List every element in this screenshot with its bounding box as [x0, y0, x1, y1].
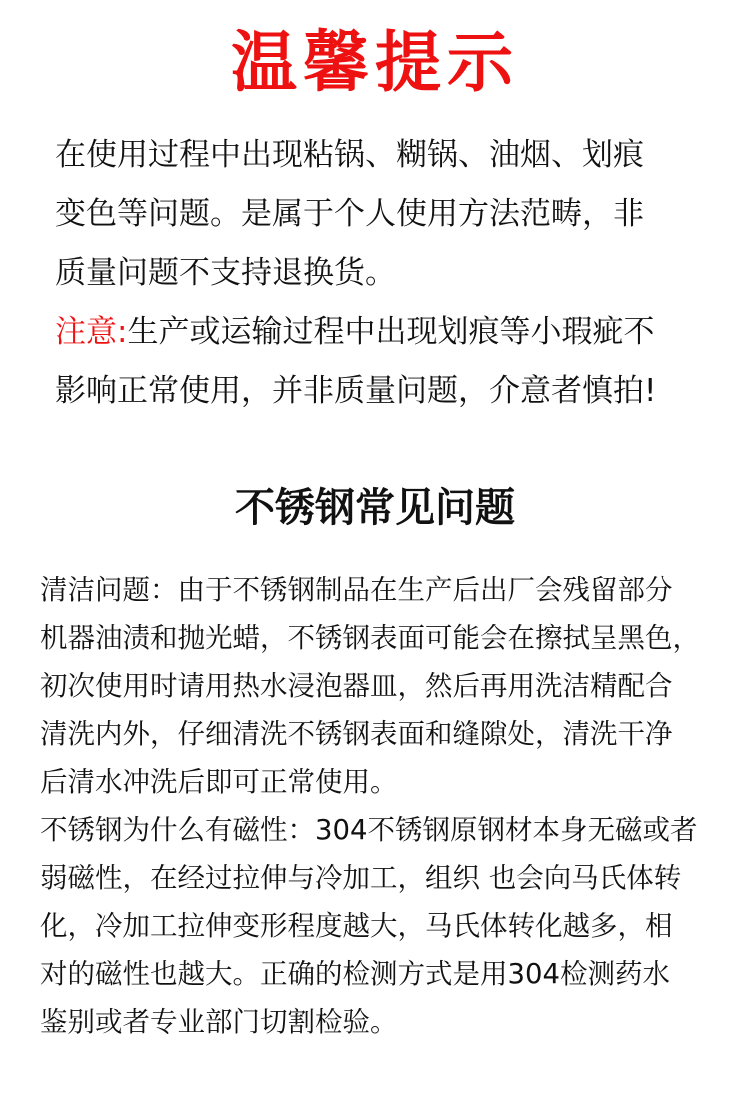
magnetism-line: 不锈钢为什么有磁性：304不锈钢原钢材本身无磁或者 — [40, 814, 698, 846]
notice-line: 在使用过程中出现粘锅、糊锅、油烟、划痕 — [55, 137, 644, 173]
cleaning-line: 机器油渍和抛光蜡，不锈钢表面可能会在擦拭呈黑色， — [40, 622, 700, 654]
magnetism-line: 弱磁性，在经过拉伸与冷加工，组织 也会向马氏体转 — [40, 862, 682, 894]
magnetism-line: 对的磁性也越大。正确的检测方式是用304检测药水 — [40, 958, 670, 990]
note-line — [55, 303, 715, 362]
section-title: 不锈钢常见问题 — [235, 485, 515, 531]
magnetism-paragraph — [40, 806, 730, 1046]
note-text: 生产或运输过程中出现划痕等小瑕疵不 — [127, 314, 655, 350]
notice-line: 变色等问题。是属于个人使用方法范畴，非 — [55, 196, 644, 232]
faq-block — [40, 566, 730, 1046]
note-label: 注意: — [55, 314, 128, 350]
magnetism-line: 鉴别或者专业部门切割检验。 — [40, 1006, 398, 1038]
note-line: 影响正常使用，并非质量问题，介意者慎拍! — [55, 373, 657, 409]
notice-block — [55, 126, 715, 421]
page-title: 温馨提示 — [231, 24, 519, 101]
cleaning-line: 后清水冲洗后即可正常使用。 — [40, 766, 398, 798]
cleaning-line: 清洁问题：由于不锈钢制品在生产后出厂会残留部分 — [40, 574, 673, 606]
cleaning-paragraph — [40, 566, 730, 806]
cleaning-line: 初次使用时请用热水浸泡器皿，然后再用洗洁精配合 — [40, 670, 673, 702]
cleaning-line: 清洗内外，仔细清洗不锈钢表面和缝隙处，清洗干净 — [40, 718, 673, 750]
magnetism-line: 化，冷加工拉伸变形程度越大，马氏体转化越多，相 — [40, 910, 673, 942]
notice-line: 质量问题不支持退换货。 — [55, 255, 396, 291]
